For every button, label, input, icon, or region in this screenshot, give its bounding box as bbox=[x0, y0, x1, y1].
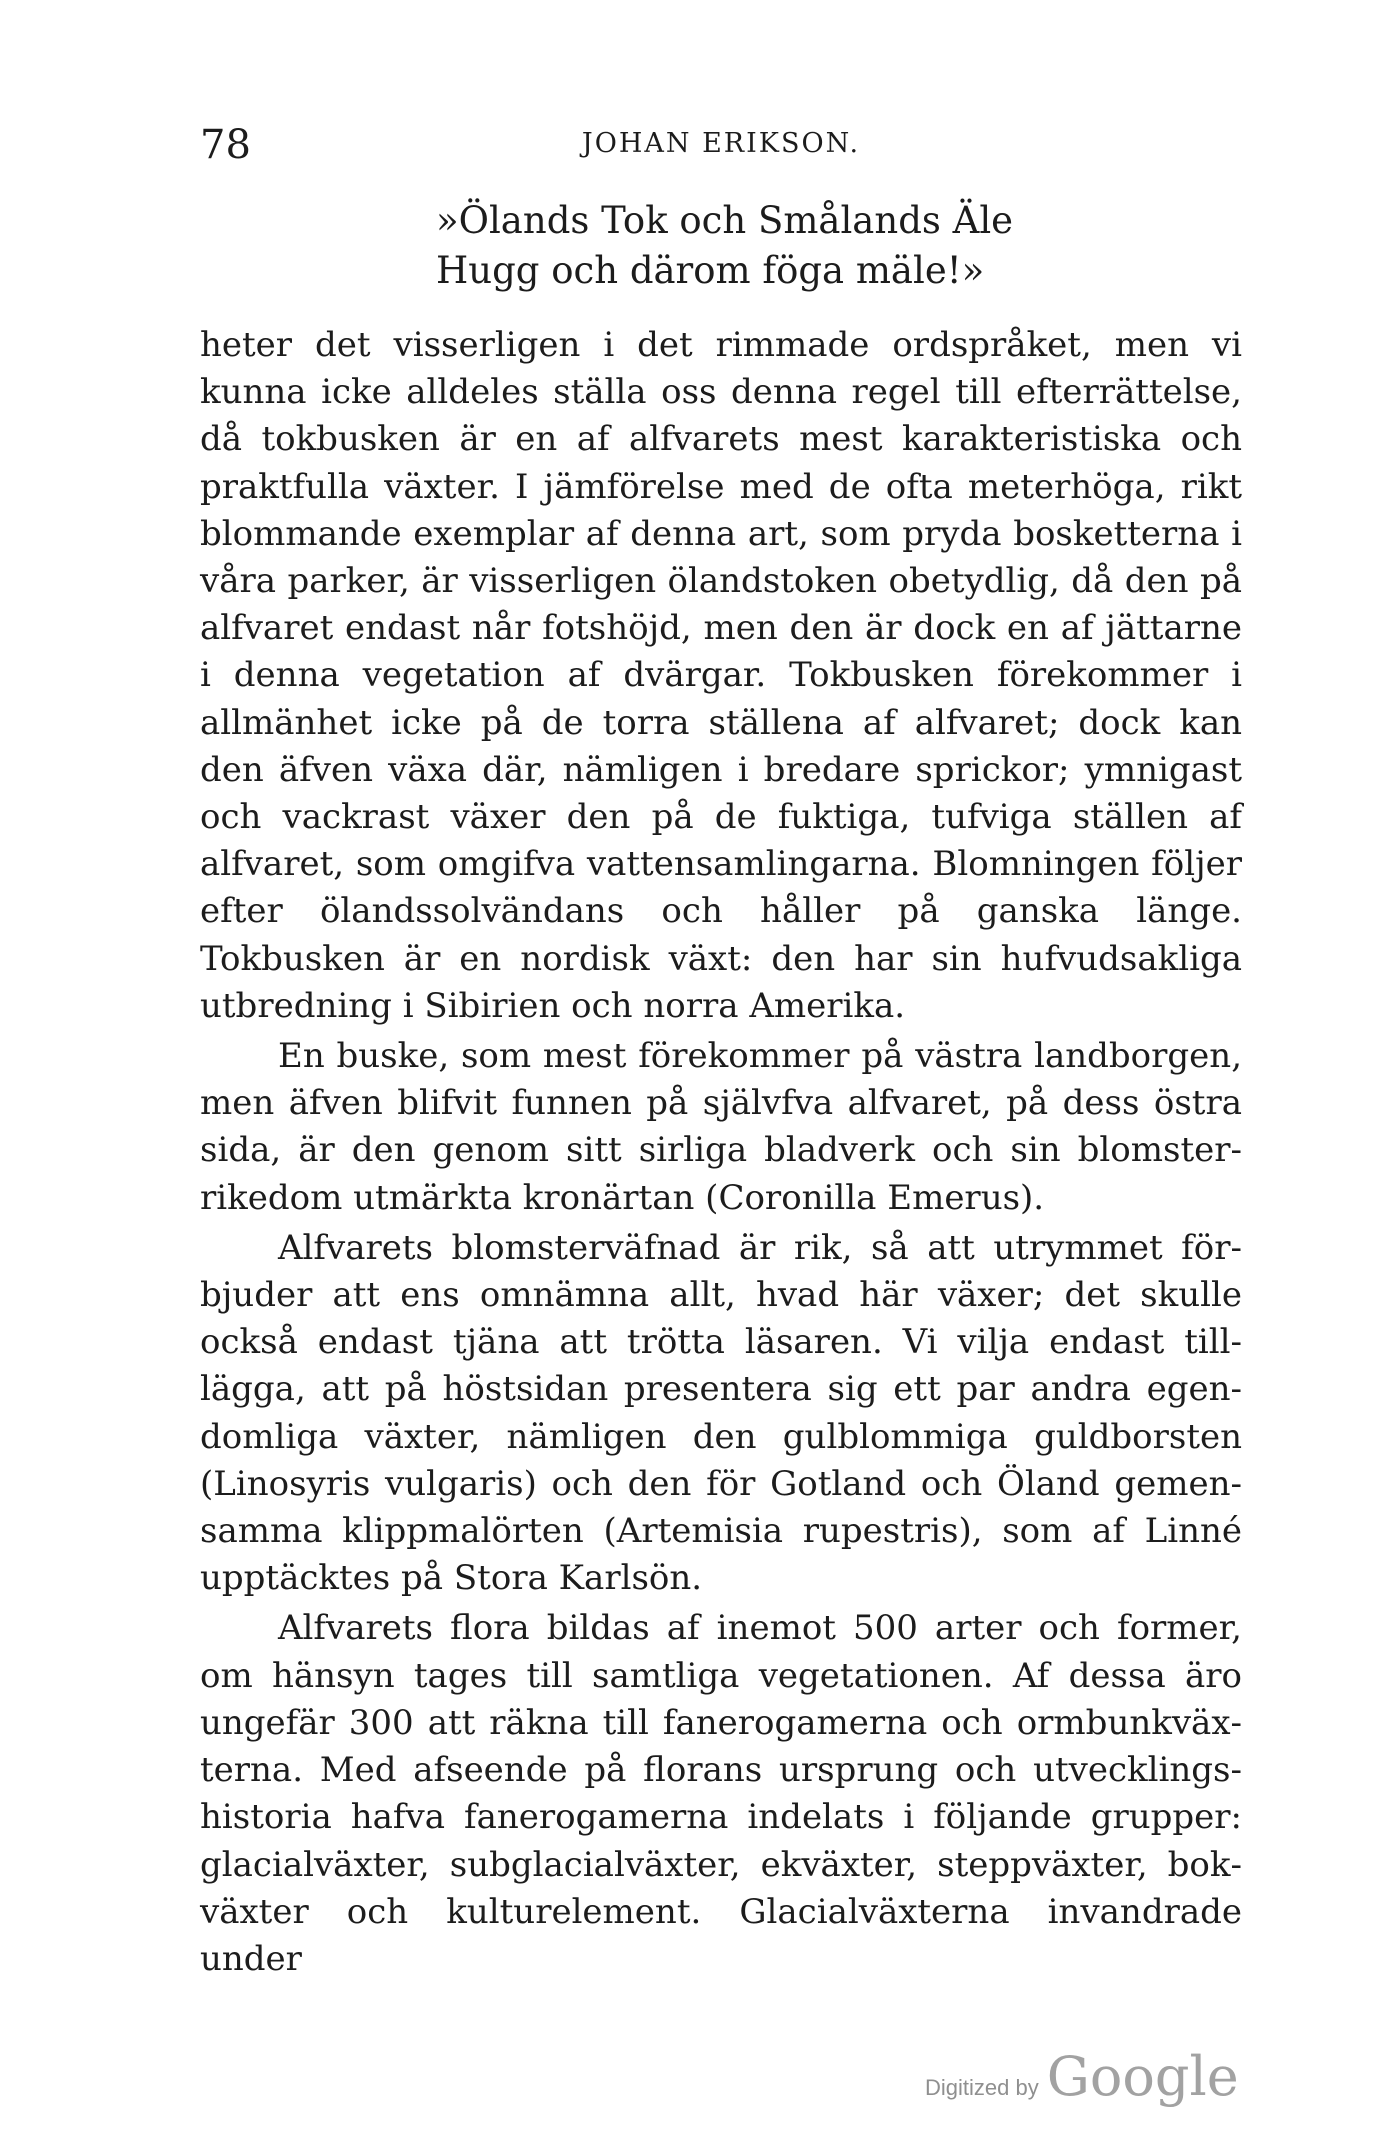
digitized-label: Digitized by bbox=[925, 2075, 1039, 2100]
running-head: JOHAN ERIKSON. bbox=[581, 128, 861, 159]
page-header bbox=[200, 122, 1242, 172]
page-number: 78 bbox=[200, 122, 251, 168]
paragraph-3: Alfvarets blomsterväfnad är rik, så att utrymmet förbjuder att ens omnämna allt, hvad här växer; det skulle också endast tjäna att trötta läsaren. Vi vilja endast tilllägga, att på höstsidan presentera sig ett par andra egendomliga växter, nämligen den gulblommiga guldborsten (Linosyris vulgaris) och den för Gotland och Öland gemensamma klippmalörten (Artemisia rupestris), som af Linné upptäcktes på Stora Karlsön. bbox=[200, 1227, 1242, 1599]
paragraph-2: En buske, som mest förekommer på västra landborgen, men äfven blifvit funnen på självfva alfvaret, på dess östra sida, är den genom sitt sirliga bladverk och sin blomsterrikedom utmärkta kronärtan (Coronilla Emerus). bbox=[200, 1036, 1242, 1218]
verse-line-1: »Ölands Tok och Smålands Äle bbox=[436, 199, 1014, 242]
verse-line-2: Hugg och därom föga mäle!» bbox=[436, 249, 985, 292]
verse-quote bbox=[436, 196, 1136, 296]
digitized-watermark bbox=[925, 2045, 1239, 2108]
google-logo: Google bbox=[1046, 2045, 1239, 2108]
body-text bbox=[200, 322, 1242, 1986]
paragraph-1: heter det visserligen i det rimmade ordspråket, men vi kunna icke alldeles ställa oss denna regel till efterrättelse, då tokbusken är en af alfvarets mest karakteristiska och praktfulla växter. I jämförelse med de ofta meterhöga, rikt blommande exemplar af denna art, som pryda bosketterna i våra parker, är visserligen ölandstoken obetydlig, då den på alfvaret endast når fotshöjd, men den är dock en af jättarne i denna vegetation af dvärgar. Tokbusken förekommer i allmänhet icke på de torra ställena af alfvaret; dock kan den äfven växa där, nämligen i bredare sprickor; ymnigast och vackrast växer den på de fuktiga, tufviga ställen af alfvaret, som omgifva vattensamlingarna. Blomningen följer efter ölandssolvändans och håller på ganska länge. Tokbusken är en nordisk växt: den har sin hufvudsakliga utbredning i Sibirien och norra Amerika. bbox=[200, 325, 1242, 1026]
paragraph-4: Alfvarets flora bildas af inemot 500 arter och former, om hänsyn tages till samtliga vegetationen. Af dessa äro ungefär 300 att räkna till fanerogamerna och ormbunkväxterna. Med afseende på florans ursprung och utvecklingshistoria hafva fanerogamerna indelats i följande grupper: glacialväxter, subglacialväxter, ekväxter, steppväxter, bokväxter och kulturelement. Glacialväxterna invandrade under bbox=[200, 1608, 1242, 1979]
